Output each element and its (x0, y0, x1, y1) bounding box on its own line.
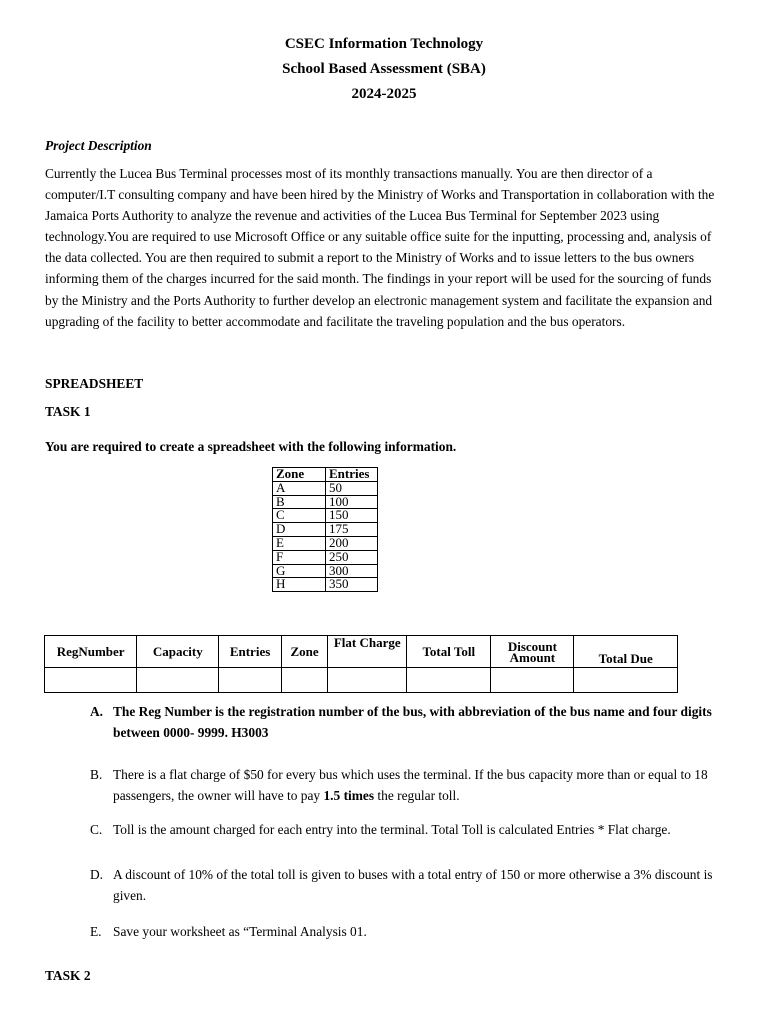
table-cell (574, 668, 678, 693)
table-header-row (45, 636, 678, 668)
table-cell: 350 (326, 578, 378, 592)
list-item-text: Save your worksheet as “Terminal Analysis 01. (113, 924, 367, 939)
table-row (273, 481, 378, 495)
table-cell: 50 (326, 481, 378, 495)
column-header-discount-amount: Discount Amount (491, 636, 574, 668)
table-cell (281, 668, 328, 693)
list-item-label: B. (90, 767, 103, 782)
table-cell: C (273, 509, 326, 523)
list-item-label: C. (90, 822, 103, 837)
list-item-d (90, 864, 730, 906)
table-cell: D (273, 523, 326, 537)
doc-subtitle: School Based Assessment (SBA) (282, 61, 486, 77)
table-cell: H (273, 578, 326, 592)
list-item-label: D. (90, 867, 104, 882)
list-item-text-part: There is a flat charge of $50 for every bus which uses the terminal. If the bus capacity more than or equal to 18 passengers, the owner will have to pay (113, 767, 708, 803)
table-header-row (273, 468, 378, 482)
table-row (273, 536, 378, 550)
column-header-total-due: Total Due (574, 636, 678, 668)
list-item-text: Toll is the amount charged for each entry into the terminal. Total Toll is calculated Entries * Flat charge. (113, 822, 671, 837)
table-cell (45, 668, 137, 693)
table-cell: E (273, 536, 326, 550)
table-cell: B (273, 495, 326, 509)
table-row (273, 564, 378, 578)
list-item-label: A. (90, 704, 104, 719)
list-item-label: E. (90, 924, 102, 939)
table-row (273, 495, 378, 509)
table-cell (407, 668, 491, 693)
table-row (273, 578, 378, 592)
list-item-text-emphasis: 1.5 times (323, 788, 375, 803)
list-item-text: A discount of 10% of the total toll is given to buses with a total entry of 150 or more otherwise a 3% discount is given. (113, 867, 713, 903)
table-cell: 200 (326, 536, 378, 550)
zone-entries-table (272, 467, 378, 592)
table-cell (328, 668, 407, 693)
list-item-c (90, 822, 730, 837)
column-header-regnumber: RegNumber (45, 636, 137, 668)
table-cell: 100 (326, 495, 378, 509)
column-header-zone: Zone (273, 468, 326, 482)
column-header-flat-charge: Flat Charge (328, 636, 407, 668)
table-cell: G (273, 564, 326, 578)
spreadsheet-heading: SPREADSHEET (45, 376, 144, 391)
list-item-text-part: the regular toll. (374, 788, 460, 803)
column-header-zone: Zone (281, 636, 328, 668)
table-cell (137, 668, 219, 693)
spreadsheet-fields-table (44, 635, 678, 693)
column-header-total-toll: Total Toll (407, 636, 491, 668)
project-description-heading: Project Description (45, 138, 152, 153)
table-row (273, 509, 378, 523)
list-item-e (90, 921, 730, 942)
table-cell: 150 (326, 509, 378, 523)
list-item-text (113, 764, 730, 806)
doc-year: 2024-2025 (351, 86, 417, 102)
project-description-body: Currently the Lucea Bus Terminal processes most of its monthly transactions manually. You are then director of a computer/I.T consulting company and have been hired by the Ministry of Works and Transportation in collaboration with the Jamaica Ports Authority to analyze the revenue and activities of the Lucea Bus Terminal for September 2023 using technology.You are required to use Microsoft Office or any suitable office suite for the inputting, processing and, analysis of the data collected. You are then required to submit a report to the Ministry of Works and to issue letters to the bus owners informing them of the charges incurred for the said month. The findings in your report will be used for the sourcing of funds by the Ministry and the Ports Authority to further develop an electronic management system and facilitate the expansion and upgrading of the facility to better accommodate and facilitate the traveling population and the bus operators. (45, 166, 715, 329)
column-header-capacity: Capacity (137, 636, 219, 668)
table-cell: 250 (326, 550, 378, 564)
table-cell: 175 (326, 523, 378, 537)
doc-title: CSEC Information Technology (284, 36, 484, 52)
table-row (45, 668, 678, 693)
table-row (273, 550, 378, 564)
task2-heading: TASK 2 (45, 968, 91, 983)
table-cell (491, 668, 574, 693)
table-cell: 300 (326, 564, 378, 578)
list-item-a (90, 701, 730, 743)
list-item-text: The Reg Number is the registration number of the bus, with abbreviation of the bus name and four digits between 0000- 9999. H3003 (113, 704, 712, 740)
column-header-entries: Entries (219, 636, 281, 668)
table-cell: A (273, 481, 326, 495)
table-cell: F (273, 550, 326, 564)
table-row (273, 523, 378, 537)
table-cell (219, 668, 281, 693)
task1-heading: TASK 1 (45, 404, 91, 419)
list-item-b (90, 764, 730, 806)
task1-instruction: You are required to create a spreadsheet with the following information. (45, 439, 457, 454)
column-header-entries: Entries (326, 468, 378, 482)
